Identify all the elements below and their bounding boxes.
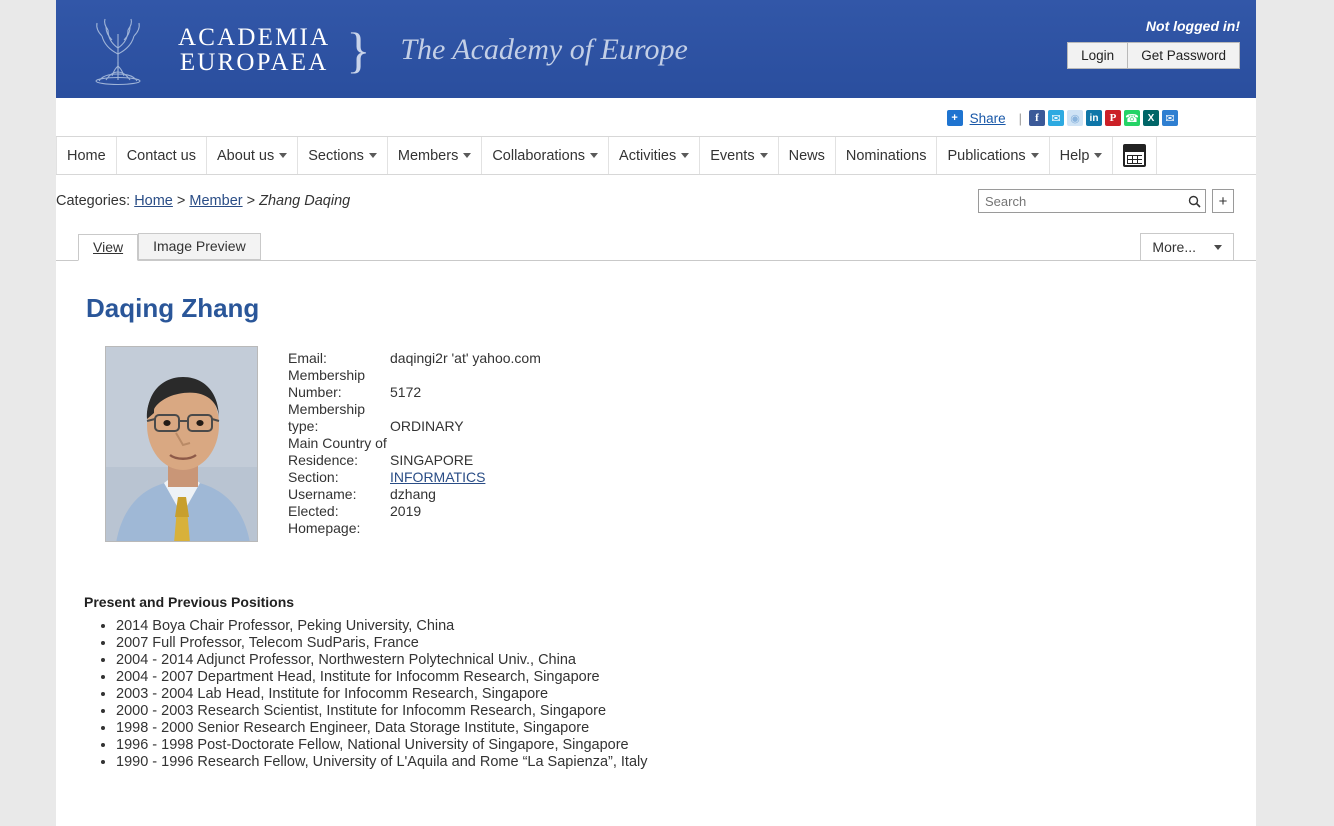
breadcrumb <box>56 193 350 209</box>
email-share-icon[interactable]: ✉ <box>1162 110 1178 126</box>
brace-decoration: } <box>346 22 371 78</box>
field-label-membership-number: Membership Number: <box>288 367 366 400</box>
facebook-share-icon[interactable]: f <box>1029 110 1045 126</box>
page-title: Daqing Zhang <box>86 293 260 323</box>
login-status: Not logged in! <box>1145 18 1240 34</box>
site-logo[interactable] <box>72 14 688 86</box>
nav-item-news[interactable] <box>779 137 836 174</box>
nav-item-contact-us[interactable] <box>117 137 207 174</box>
share-separator: | <box>1018 110 1022 126</box>
field-label-country: Main Country of Residence: <box>288 435 387 468</box>
chevron-down-icon <box>760 153 768 158</box>
field-label-email: Email: <box>288 350 327 366</box>
list-item: • 2014 Boya Chair Professor, Peking University, China <box>116 618 1234 635</box>
search-input[interactable] <box>979 194 1183 209</box>
nav-item-nominations[interactable] <box>836 137 938 174</box>
tree-logo-icon <box>72 14 164 86</box>
tab-image-preview-label: Image Preview <box>153 238 246 254</box>
whatsapp-share-icon[interactable]: ☎ <box>1124 110 1140 126</box>
breadcrumb-current: Zhang Daqing <box>259 193 351 209</box>
nav-label: Members <box>397 147 459 164</box>
breadcrumb-row <box>56 175 1256 223</box>
breadcrumb-separator: > <box>246 193 256 209</box>
xing-share-icon[interactable]: X <box>1143 110 1159 126</box>
search-box[interactable] <box>978 189 1206 213</box>
more-menu-button[interactable] <box>1140 233 1234 261</box>
nav-item-help[interactable] <box>1050 137 1114 174</box>
section-link[interactable]: INFORMATICS <box>390 469 486 485</box>
nav-item-collaborations[interactable] <box>482 137 609 174</box>
reddit-share-icon[interactable]: ◉ <box>1067 110 1083 126</box>
field-label-elected: Elected: <box>288 503 339 519</box>
positions-list <box>88 618 1234 771</box>
share-bar <box>56 98 1256 132</box>
avatar <box>105 346 258 542</box>
search-icon[interactable] <box>1183 195 1205 208</box>
nav-item-members[interactable] <box>388 137 482 174</box>
share-link[interactable]: Share <box>969 110 1006 126</box>
chevron-down-icon <box>1214 245 1222 250</box>
positions-heading: Present and Previous Positions <box>84 594 295 610</box>
academy-name <box>178 25 330 75</box>
nav-label: Events <box>710 147 755 164</box>
site-header <box>56 0 1256 98</box>
nav-label: Activities <box>619 147 677 164</box>
list-item: • 1996 - 1998 Post-Doctorate Fellow, National University of Singapore, Singapore <box>116 737 1234 754</box>
add-button[interactable]: + <box>1212 189 1234 213</box>
field-label-username: Username: <box>288 486 357 502</box>
field-value-email: daqingi2r 'at' yahoo.com <box>390 350 541 366</box>
profile-block <box>105 346 1234 542</box>
main-content <box>56 293 1256 771</box>
calendar-button[interactable] <box>1113 137 1157 174</box>
share-plus-icon[interactable]: + <box>947 110 963 126</box>
twitter-share-icon[interactable]: ✉ <box>1048 110 1064 126</box>
linkedin-share-icon[interactable]: in <box>1086 110 1102 126</box>
tab-bar <box>56 233 1256 261</box>
list-item: • 2007 Full Professor, Telecom SudParis, France <box>116 635 1234 652</box>
nav-label: Help <box>1059 147 1090 164</box>
breadcrumb-separator: > <box>176 193 186 209</box>
main-navigation <box>56 136 1256 175</box>
list-item: • 2000 - 2003 Research Scientist, Institute for Infocomm Research, Singapore <box>116 703 1234 720</box>
breadcrumb-home[interactable]: Home <box>134 193 173 209</box>
field-label-membership-type: Membership type: <box>288 401 366 434</box>
site-tagline: The Academy of Europe <box>400 33 688 66</box>
list-item: • 2003 - 2004 Lab Head, Institute for Infocomm Research, Singapore <box>116 686 1234 703</box>
nav-item-events[interactable] <box>700 137 778 174</box>
chevron-down-icon <box>369 153 377 158</box>
nav-item-publications[interactable] <box>937 137 1049 174</box>
chevron-down-icon <box>1031 153 1039 158</box>
list-item: • 1998 - 2000 Senior Research Engineer, Data Storage Institute, Singapore <box>116 720 1234 737</box>
field-value-section[interactable] <box>388 469 541 486</box>
nav-label: Collaborations <box>492 147 586 164</box>
nav-item-home[interactable] <box>56 137 117 174</box>
nav-label: About us <box>217 147 275 164</box>
calendar-icon <box>1123 144 1146 167</box>
nav-label: Sections <box>308 147 364 164</box>
tab-image-preview[interactable] <box>138 233 261 260</box>
breadcrumb-member[interactable]: Member <box>189 193 243 209</box>
more-label: More... <box>1152 239 1196 255</box>
list-item: • 2004 - 2014 Adjunct Professor, Northwestern Polytechnical Univ., China <box>116 652 1234 669</box>
chevron-down-icon <box>590 153 598 158</box>
academy-name-line1: ACADEMIA <box>178 24 331 51</box>
field-value-elected: 2019 <box>390 503 422 519</box>
nav-label: Home <box>67 147 106 164</box>
nav-item-about-us[interactable] <box>207 137 298 174</box>
page-sheet <box>56 0 1256 826</box>
field-value-country: SINGAPORE <box>390 452 474 468</box>
nav-item-sections[interactable] <box>298 137 388 174</box>
field-label-section: Section: <box>288 469 339 485</box>
field-label-homepage: Homepage: <box>288 520 361 536</box>
field-value-homepage <box>388 520 541 537</box>
chevron-down-icon <box>279 153 287 158</box>
nav-label: Nominations <box>845 147 927 164</box>
profile-details <box>288 346 541 542</box>
breadcrumb-prefix: Categories: <box>56 193 131 209</box>
nav-label: Contact us <box>126 147 197 164</box>
tab-view-label: View <box>93 239 124 255</box>
nav-item-activities[interactable] <box>609 137 700 174</box>
field-value-membership-number: 5172 <box>390 384 422 400</box>
chevron-down-icon <box>681 153 689 158</box>
academy-name-line2: EUROPAEA <box>179 49 329 76</box>
login-area <box>1067 18 1240 69</box>
login-button[interactable]: Login <box>1067 42 1128 69</box>
nav-label: Publications <box>947 147 1026 164</box>
field-value-username: dzhang <box>390 486 436 502</box>
chevron-down-icon <box>1094 153 1102 158</box>
list-item: • 1990 - 1996 Research Fellow, University of L'Aquila and Rome “La Sapienza”, Italy <box>116 754 1234 771</box>
field-value-membership-type: ORDINARY <box>390 418 464 434</box>
pinterest-share-icon[interactable]: P <box>1105 110 1121 126</box>
tab-view[interactable] <box>78 234 138 261</box>
list-item: • 2004 - 2007 Department Head, Institute for Infocomm Research, Singapore <box>116 669 1234 686</box>
get-password-button[interactable]: Get Password <box>1128 42 1240 69</box>
nav-label: News <box>788 147 825 164</box>
chevron-down-icon <box>463 153 471 158</box>
search-area <box>978 189 1256 213</box>
